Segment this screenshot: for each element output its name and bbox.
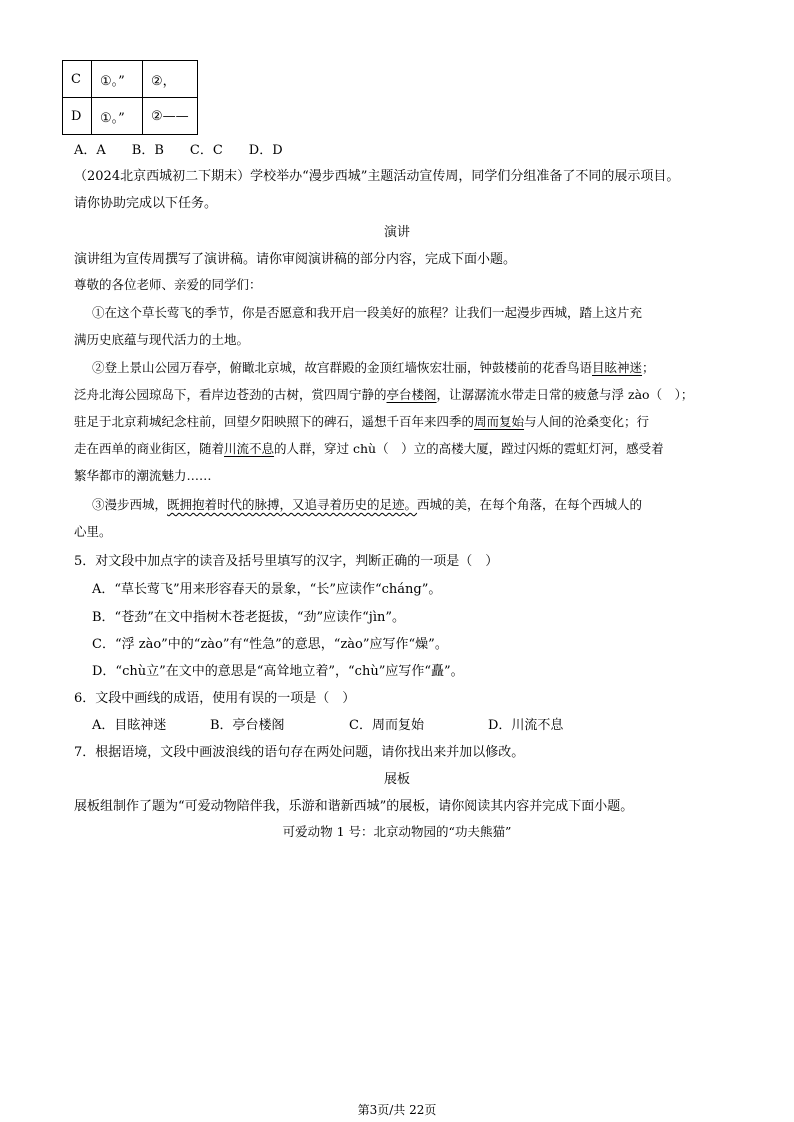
section-title-board: 展板 <box>383 772 410 787</box>
table-row <box>63 61 198 98</box>
text: 西城的美，在每个角落，在每个西城人的 <box>417 497 643 512</box>
q6-option-a: A．目眩神迷 <box>92 718 167 733</box>
table-cell: ②， <box>143 61 198 98</box>
table-row <box>63 98 198 135</box>
text: ，让潺潺流水带走日常的疲惫与浮 zào（ ）； <box>436 387 694 402</box>
board-intro: 展板组制作了题为“可爱动物陪伴我，乐游和谐新西城”的展板，请你阅读其内容并完成下面小题。 <box>74 799 634 814</box>
intro-line-2: 请你协助完成以下任务。 <box>74 196 218 211</box>
q5-option-a: A．“草长莺飞”用来形容春天的景象，“长”应读作“cháng”。 <box>92 582 442 597</box>
underlined-idiom: 川流不息 <box>224 441 275 456</box>
text: 走在西单的商业街区，随着 <box>74 441 225 456</box>
table-cell: C <box>63 61 92 98</box>
underlined-idiom: 周而复始 <box>474 414 525 429</box>
q4-choices: A．A B．B C．C D．D <box>74 143 283 158</box>
table-cell: ①。” <box>92 61 143 98</box>
q5-option-d: D．“chù立”在文中的意思是“高耸地立着”，“chù”应写作“矗”。 <box>92 664 464 679</box>
paragraph-2-line-1 <box>92 358 655 376</box>
q6-option-d: D．川流不息 <box>488 718 564 733</box>
table-cell: ①。” <box>92 98 143 135</box>
q5-stem: 5．对文段中加点字的读音及括号里填写的汉字，判断正确的一项是（ ） <box>74 554 499 569</box>
paragraph-2-line-4 <box>74 439 664 457</box>
paragraph-2-line-5: 繁华都市的潮流魅力…… <box>74 468 212 483</box>
table-cell: ②—— <box>143 98 198 135</box>
q5-option-b: B．“苍劲”在文中指树木苍老挺拔，“劲”应读作“jìn”。 <box>92 610 405 625</box>
wavy-underlined-sentence: 既拥抱着时代的脉搏，又追寻着历史的足迹。 <box>167 497 418 512</box>
text: ③漫步西城， <box>92 497 168 512</box>
text: 与人间的沧桑变化；行 <box>524 414 650 429</box>
salutation: 尊敬的各位老师、亲爱的同学们： <box>74 277 262 292</box>
q6-option-b: B．亭台楼阁 <box>210 718 285 733</box>
table-cell: D <box>63 98 92 135</box>
text: 泛舟北海公园琼岛下，看岸边苍劲的古树，赏四周宁静的 <box>74 387 387 402</box>
text: ②登上景山公园万春亭，俯瞰北京城，故宫群殿的金顶红墙恢宏壮丽，钟鼓楼前的花香鸟语 <box>92 360 593 375</box>
underlined-idiom: 目眩神迷 <box>592 360 643 375</box>
text: ； <box>642 360 655 375</box>
paragraph-1-line-2: 满历史底蕴与现代活力的土地。 <box>74 332 250 347</box>
answer-table <box>62 60 198 135</box>
paragraph-3-line-1 <box>92 495 642 513</box>
paragraph-2-line-2 <box>74 385 693 403</box>
text: 驻足于北京莉城纪念柱前，回望夕阳映照下的碑石，遥想千百年来四季的 <box>74 414 475 429</box>
q5-option-c: C．“浮 zào”中的“zào”有“性急”的意思，“zào”应写作“燥”。 <box>92 637 448 652</box>
paragraph-2-line-3 <box>74 412 649 430</box>
board-subtitle: 可爱动物 1 号：北京动物园的“功夫熊猫” <box>282 824 512 839</box>
q7-stem: 7．根据语境，文段中画波浪线的语句存在两处问题，请你找出来并加以修改。 <box>74 745 525 760</box>
q6-option-c: C．周而复始 <box>349 718 424 733</box>
text: 的人群，穿过 chù（ ）立的高楼大厦，蹚过闪烁的霓虹灯河，感受着 <box>274 441 664 456</box>
section-title-speech: 演讲 <box>383 225 410 240</box>
q6-stem: 6．文段中画线的成语，使用有误的一项是（ ） <box>74 691 356 706</box>
underlined-idiom: 亭台楼阁 <box>386 387 437 402</box>
page-footer: 第3页/共 22页 <box>357 1103 437 1117</box>
speech-intro: 演讲组为宣传周撰写了演讲稿。请你审阅演讲稿的部分内容，完成下面小题。 <box>74 252 517 267</box>
paragraph-3-line-2: 心里。 <box>74 524 112 539</box>
intro-line-1: （2024北京西城初二下期末）学校举办“漫步西城”主题活动宣传周，同学们分组准备了不同的展示项目。 <box>74 169 680 184</box>
paragraph-1-line-1: ①在这个草长莺飞的季节，你是否愿意和我开启一段美好的旅程？让我们一起漫步西城，踏上这片充 <box>92 305 643 320</box>
